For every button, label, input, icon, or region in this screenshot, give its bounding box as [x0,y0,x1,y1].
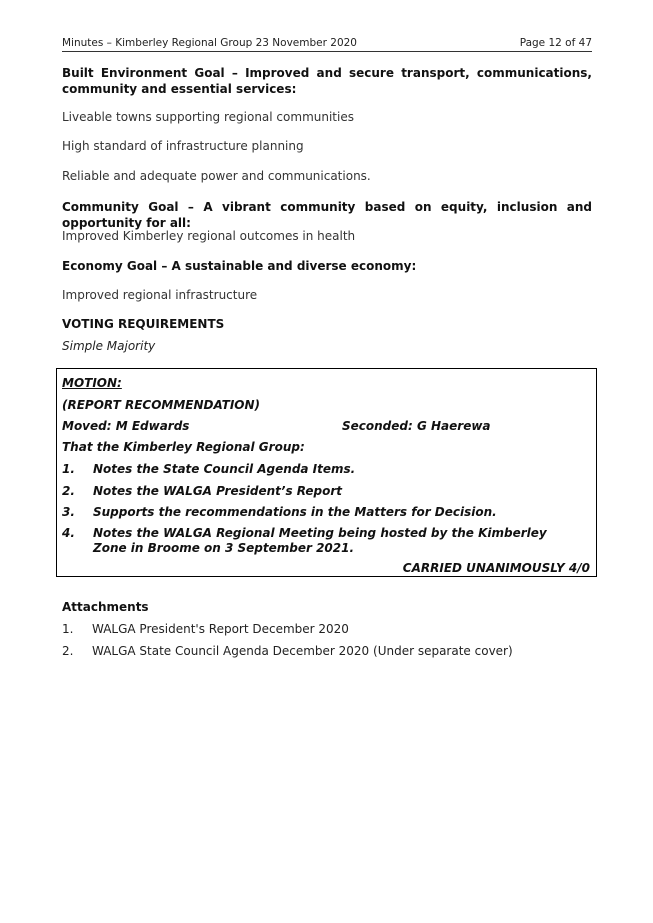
economy-goal-heading: Economy Goal – A sustainable and diverse economy: [62,259,417,273]
document-title: Minutes – Kimberley Regional Group 23 November 2020 [62,37,357,49]
goal-item: Liveable towns supporting regional communities [62,110,354,124]
voting-requirements-value: Simple Majority [62,339,156,353]
goal-item: Improved Kimberley regional outcomes in health [62,229,356,243]
motion-item-number: 2. [62,484,75,498]
voting-requirements-heading: VOTING REQUIREMENTS [62,317,225,331]
motion-item-text: Notes the WALGA President’s Report [93,484,343,498]
goal-item: Improved regional infrastructure [62,288,258,302]
attachments-heading: Attachments [62,600,149,614]
built-environment-goal-heading: Built Environment Goal – Improved and secure transport, communications, community and essential services: [62,66,592,96]
goal-item: High standard of infrastructure planning [62,139,304,153]
goal-item: Reliable and adequate power and communications. [62,169,371,183]
page-number: Page 12 of 47 [519,37,592,49]
motion-item-number: 4. [62,526,75,540]
attachment-title[interactable]: WALGA President's Report December 2020 [92,622,349,636]
motion-title: MOTION: [62,376,122,390]
attachment-number: 2. [62,644,74,658]
motion-subtitle: (REPORT RECOMMENDATION) [62,398,261,412]
seconded-by: Seconded: G Haerewa [342,419,491,433]
motion-item-number: 1. [62,462,75,476]
attachment-number: 1. [62,622,74,636]
page-header [62,37,592,52]
motion-item-number: 3. [62,505,75,519]
motion-result: CARRIED UNANIMOUSLY 4/0 [402,561,590,575]
motion-item-text: Supports the recommendations in the Matters for Decision. [93,505,497,519]
motion-box [56,368,597,577]
community-goal-heading: Community Goal – A vibrant community based on equity, inclusion and opportunity for all: [62,200,592,230]
motion-intro: That the Kimberley Regional Group: [62,440,305,454]
attachment-title[interactable]: WALGA State Council Agenda December 2020 (Under separate cover) [92,644,513,658]
motion-item-text: Notes the WALGA Regional Meeting being hosted by the Kimberley Zone in Broome on 3 September 2021. [93,526,547,555]
motion-item-text: Notes the State Council Agenda Items. [93,462,356,476]
moved-by: Moved: M Edwards [62,419,190,433]
